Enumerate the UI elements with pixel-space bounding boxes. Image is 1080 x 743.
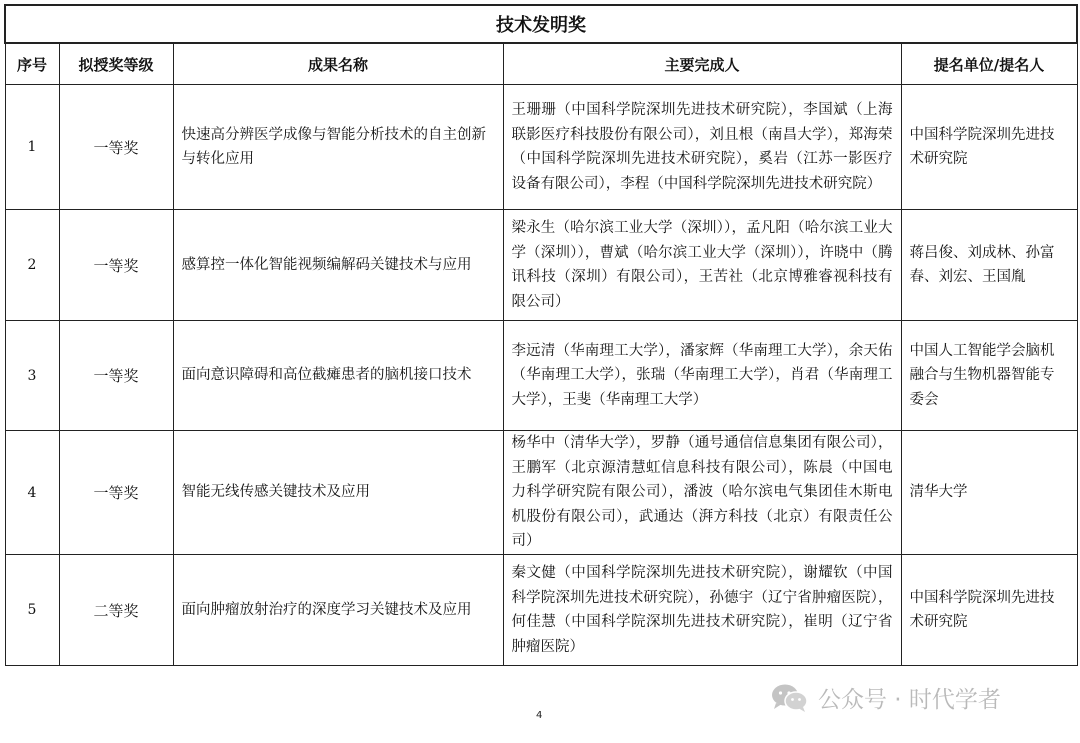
main-contributors: 王珊珊（中国科学院深圳先进技术研究院），李国斌（上海联影医疗科技股份有限公司），刘且根（南昌大学），郑海荣（中国科学院深圳先进技术研究院），奚岩（江苏一影医疗设备有限公司），李程（中国科学院深圳先进技术研究院） [503,85,901,210]
main-contributors: 梁永生（哈尔滨工业大学（深圳）），孟凡阳（哈尔滨工业大学（深圳）），曹斌（哈尔滨工业大学（深圳）），许晓中（腾讯科技（深圳）有限公司），王苦社（北京博雅睿视科技有限公司） [503,210,901,321]
award-grade: 一等奖 [59,321,173,431]
wechat-icon [770,683,808,713]
watermark [770,681,1001,714]
achievement-name: 快速高分辨医学成像与智能分析技术的自主创新与转化应用 [173,85,503,210]
nominator: 中国人工智能学会脑机融合与生物机器智能专委会 [901,321,1077,431]
table-title: 技术发明奖 [5,5,1077,43]
row-number: 1 [5,85,59,210]
award-table [4,4,1078,666]
table-row [5,321,1077,431]
main-contributors: 李远清（华南理工大学），潘家辉（华南理工大学），余天佑（华南理工大学），张瑞（华南理工大学），肖君（华南理工大学），王斐（华南理工大学） [503,321,901,431]
header-name: 成果名称 [173,43,503,85]
row-number: 5 [5,555,59,666]
nominator: 中国科学院深圳先进技术研究院 [901,85,1077,210]
header-nominator: 提名单位/提名人 [901,43,1077,85]
achievement-name: 面向意识障碍和高位截瘫患者的脑机接口技术 [173,321,503,431]
nominator: 蒋吕俊、刘成林、孙富春、刘宏、王国胤 [901,210,1077,321]
main-contributors: 杨华中（清华大学），罗静（通号通信信息集团有限公司），王鹏军（北京源清慧虹信息科技有限公司），陈晨（中国电力科学研究院有限公司），潘波（哈尔滨电气集团佳木斯电机股份有限公司），武通达（湃方科技（北京）有限责任公司） [503,431,901,555]
award-grade: 一等奖 [59,85,173,210]
award-grade: 一等奖 [59,210,173,321]
nominator: 清华大学 [901,431,1077,555]
table-row [5,85,1077,210]
row-number: 3 [5,321,59,431]
achievement-name: 智能无线传感关键技术及应用 [173,431,503,555]
header-grade: 拟授奖等级 [59,43,173,85]
award-sheet [4,4,1076,666]
header-row [5,43,1077,85]
nominator: 中国科学院深圳先进技术研究院 [901,555,1077,666]
achievement-name: 面向肿瘤放射治疗的深度学习关键技术及应用 [173,555,503,666]
award-grade: 二等奖 [59,555,173,666]
header-people: 主要完成人 [503,43,901,85]
award-grade: 一等奖 [59,431,173,555]
main-contributors: 秦文健（中国科学院深圳先进技术研究院），谢耀钦（中国科学院深圳先进技术研究院），孙德宇（辽宁省肿瘤医院），何佳慧（中国科学院深圳先进技术研究院），崔明（辽宁省肿瘤医院） [503,555,901,666]
table-row [5,555,1077,666]
table-row [5,431,1077,555]
table-row [5,210,1077,321]
row-number: 4 [5,431,59,555]
achievement-name: 感算控一体化智能视频编解码关键技术与应用 [173,210,503,321]
page-number: 4 [536,710,543,721]
row-number: 2 [5,210,59,321]
watermark-text: 公众号 · 时代学者 [818,687,1001,713]
header-num: 序号 [5,43,59,85]
